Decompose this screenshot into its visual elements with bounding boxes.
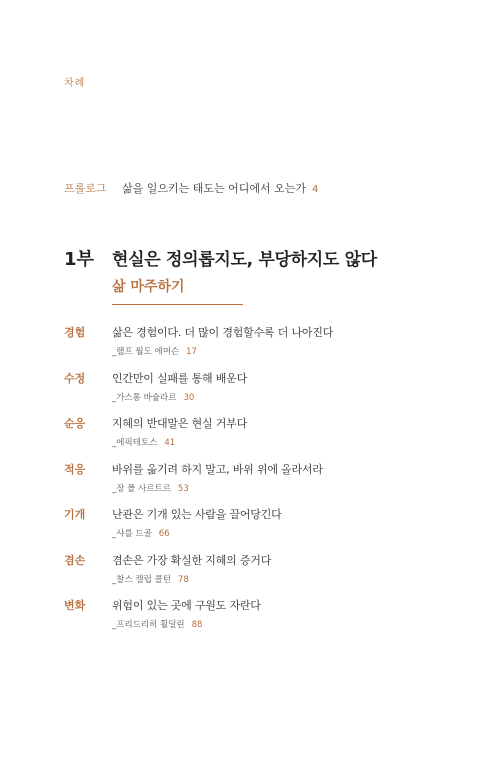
part-number: 1부 <box>64 249 94 270</box>
chapter-page: 41 <box>164 438 176 448</box>
chapter-author: _장 폴 사르트르 <box>112 483 171 494</box>
chapter-author: _에픽테토스 <box>112 438 158 448</box>
prologue-tag: 프롤로그 <box>64 182 107 195</box>
chapter-title: 바위를 옮기려 하지 말고, 바위 위에 올라서라 <box>112 462 323 476</box>
chapter-page: 17 <box>186 347 197 357</box>
chapter-page: 53 <box>177 483 189 494</box>
prologue-title: 삶을 일으키는 태도는 어디에서 오는가 <box>122 182 307 195</box>
prologue-entry[interactable] <box>64 180 318 196</box>
chapter-author-line <box>112 436 175 448</box>
chapter-entry[interactable] <box>64 415 464 461</box>
chapter-author-line <box>112 345 197 357</box>
chapter-title: 삶은 경험이다. 더 많이 경험할수록 더 나아진다 <box>112 326 334 339</box>
part-title: 현실은 정의롭지도, 부당하지도 않다 <box>112 250 377 270</box>
chapter-entry[interactable] <box>64 461 464 507</box>
chapter-title: 위험이 있는 곳에 구원도 자란다 <box>112 599 261 612</box>
chapter-author-line <box>112 573 189 585</box>
chapter-author-line <box>112 391 194 403</box>
toc-label: 차례 <box>64 78 86 89</box>
chapter-page: 66 <box>158 529 170 539</box>
chapter-title: 인간만이 실패를 통해 배운다 <box>112 371 248 385</box>
chapter-list <box>64 324 464 643</box>
chapter-author-line <box>112 618 202 630</box>
chapter-title: 난관은 기개 있는 사람을 끌어당긴다 <box>112 508 282 521</box>
chapter-page: 78 <box>177 574 189 585</box>
chapter-entry[interactable] <box>64 370 464 416</box>
chapter-tag: 기개 <box>64 508 86 521</box>
chapter-tag: 변화 <box>64 599 86 612</box>
chapter-author: _프리드리히 횔덜린 <box>112 620 185 630</box>
prologue-page: 4 <box>312 184 319 195</box>
chapter-author: _찰스 캘럽 콜턴 <box>112 574 171 585</box>
chapter-author: _샤를 드골 <box>112 529 152 539</box>
chapter-author-line <box>112 527 170 539</box>
part-subtitle: 삶 마주하기 <box>112 279 185 295</box>
chapter-tag: 수정 <box>64 371 86 385</box>
chapter-tag: 적응 <box>64 462 86 476</box>
chapter-entry[interactable] <box>64 552 464 598</box>
part-divider <box>112 304 243 305</box>
chapter-tag: 겸손 <box>64 553 86 567</box>
chapter-tag: 순응 <box>64 417 86 430</box>
chapter-page: 88 <box>191 620 203 630</box>
chapter-page: 30 <box>183 392 195 403</box>
chapter-entry[interactable] <box>64 506 464 552</box>
chapter-tag: 경험 <box>64 326 86 339</box>
chapter-author: _랠프 월도 에머슨 <box>112 347 180 357</box>
chapter-author-line <box>112 482 189 494</box>
chapter-title: 겸손은 가장 확실한 지혜의 증거다 <box>112 553 272 567</box>
part-heading <box>64 245 377 271</box>
chapter-entry[interactable] <box>64 597 464 643</box>
chapter-entry[interactable] <box>64 324 464 370</box>
chapter-title: 지혜의 반대말은 현실 거부다 <box>112 417 248 430</box>
chapter-author: _가스통 바슐라르 <box>112 392 177 403</box>
